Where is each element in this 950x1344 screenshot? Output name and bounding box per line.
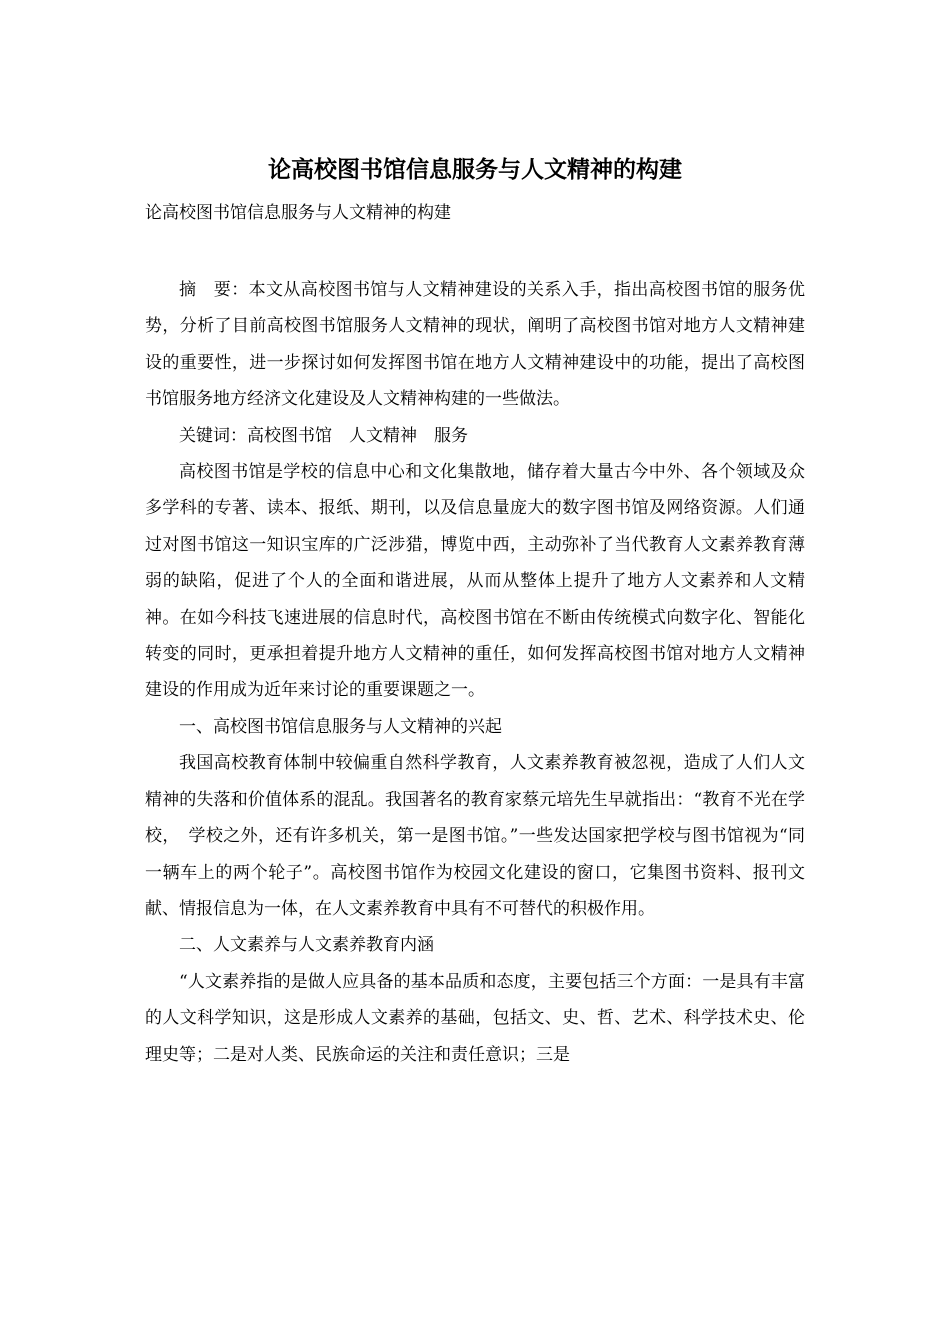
document-title: 论高校图书馆信息服务与人文精神的构建 xyxy=(268,156,682,183)
intro-paragraph: 高校图书馆是学校的信息中心和文化集散地，储存着大量古今中外、各个领域及众多学科的专著、读本、报纸、期刊，以及信息量庞大的数字图书馆及网络资源。人们通过对图书馆这一知识宝库的广泛涉猎，博览中西，主动弥补了当代教育人文素养教育薄弱的缺陷，促进了个人的全面和谐进展，从而从整体上提升了地方人文素养和人文精神。在如今科技飞速进展的信息时代，高校图书馆在不断由传统模式向数字化、智能化转变的同时，更承担着提升地方人文精神的重任，如何发挥高校图书馆对地方人文精神建设的作用成为近年来讨论的重要课题之一。 xyxy=(145,462,805,701)
document-body xyxy=(145,272,805,1073)
document-subtitle: 论高校图书馆信息服务与人文精神的构建 xyxy=(145,203,451,223)
keywords-paragraph: 关键词：高校图书馆 人文精神 服务 xyxy=(179,425,468,446)
section-heading-2: 二、人文素养与人文素养教育内涵 xyxy=(179,935,434,956)
abstract-paragraph: 摘 要：本文从高校图书馆与人文精神建设的关系入手，指出高校图书馆的服务优势，分析了目前高校图书馆服务人文精神的现状，阐明了高校图书馆对地方人文精神建设的重要性，进一步探讨如何发挥图书馆在地方人文精神建设中的功能，提出了高校图书馆服务地方经济文化建设及人文精神构建的一些做法。 xyxy=(145,280,805,410)
section-2-paragraph: “人文素养指的是做人应具备的基本品质和态度，主要包括三个方面：一是具有丰富的人文科学知识，这是形成人文素养的基础，包括文、史、哲、艺术、科学技术史、伦理史等；二是对人类、民族命运的关注和责任意识；三是 xyxy=(145,971,805,1065)
section-heading-1: 一、高校图书馆信息服务与人文精神的兴起 xyxy=(179,716,502,737)
section-1-paragraph: 我国高校教育体制中较偏重自然科学教育，人文素养教育被忽视，造成了人们人文精神的失落和价值体系的混乱。我国著名的教育家蔡元培先生早就指出：“教育不光在学校， 学校之外，还有许多机关，第一是图书馆。”一些发达国家把学校与图书馆视为“同一辆车上的两个轮子”。高校图书馆作为校园文化建设的窗口，它集图书资料、报刊文献、情报信息为一体，在人文素养教育中具有不可替代的积极作用。 xyxy=(145,753,805,919)
